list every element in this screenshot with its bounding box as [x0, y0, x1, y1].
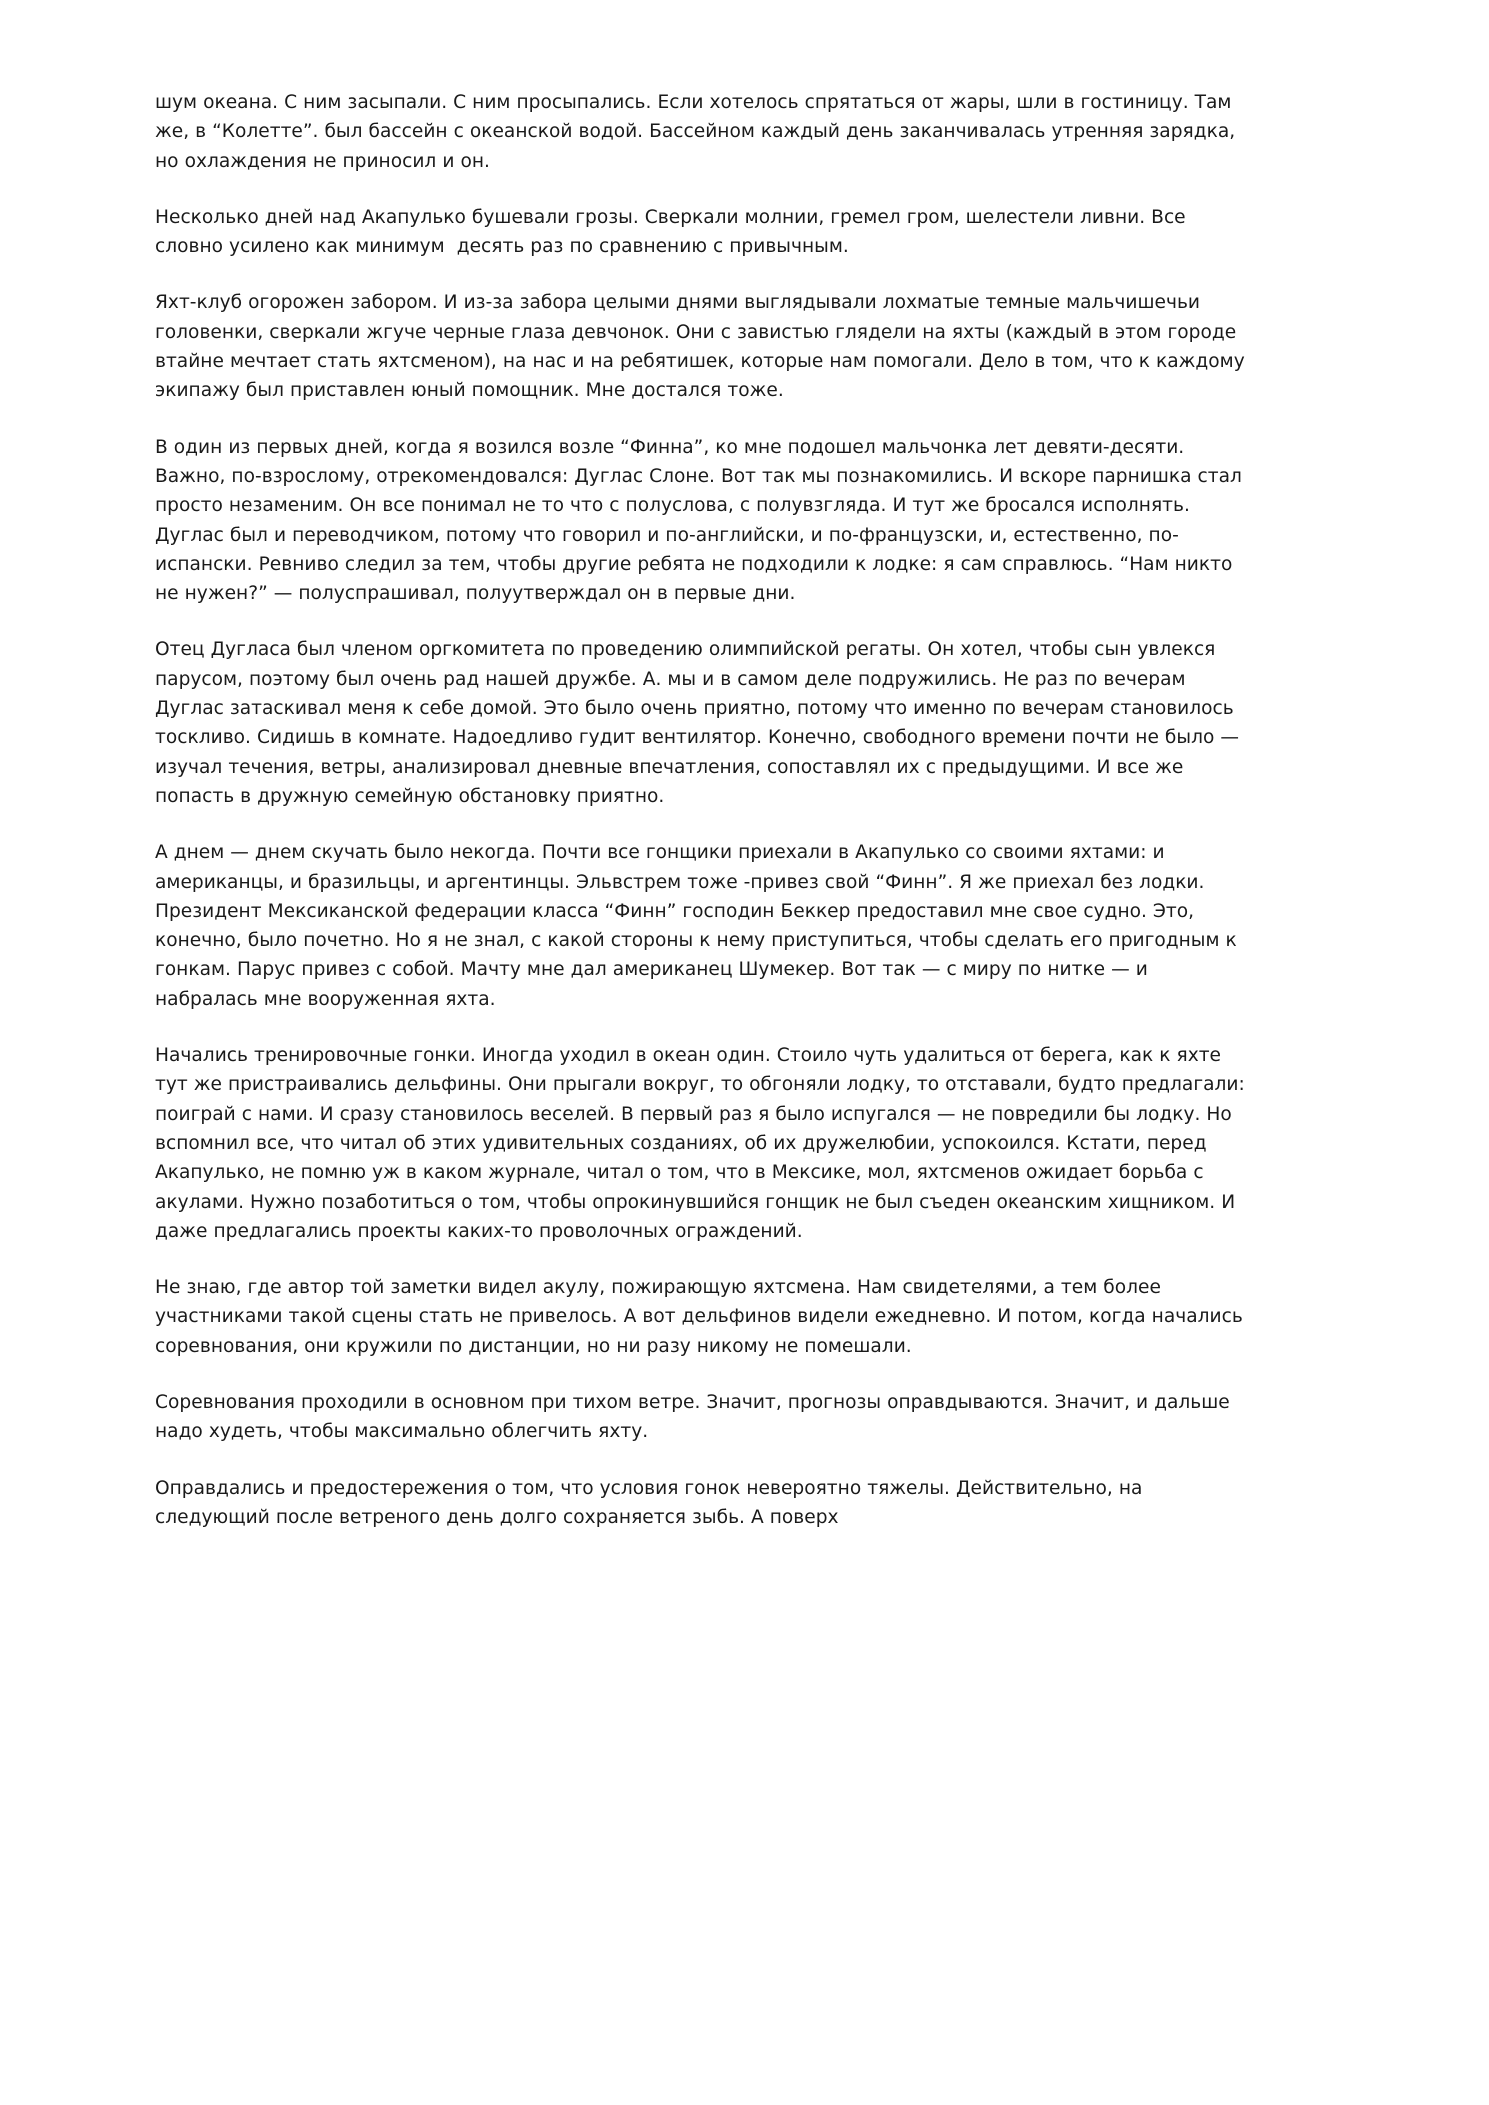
paragraph-1: шум океана. С ним засыпали. С ним просыпались. Если хотелось спрятаться от жары, шли в гостиницу. Там же, в “Колетте”. был бассейн с океанской водой. Бассейном каждый день заканчивалась утренняя зарядка, но охлаждения не приносил и он. [155, 92, 1242, 172]
paragraph-7: Начались тренировочные гонки. Иногда уходил в океан один. Стоило чуть удалиться от берега, как к яхте тут же пристраивались дельфины. Они прыгали вокруг, то обгоняли лодку, то отставали, будто предлагали: поиграй с нами. И сразу становилось веселей. В первый раз я было испугался — не повредили бы лодку. Но вспомнил все, что читал об этих удивительных созданиях, об их дружелюбии, успокоился. Кстати, перед Акапулько, не помню уж в каком журнале, читал о том, что в Мексике, мол, яхтсменов ожидает борьба с акулами. Нужно позаботиться о том, чтобы опрокинувшийся гонщик не был съеден океанским хищником. И даже предлагались проекты каких-то проволочных ограждений. [155, 1045, 1251, 1242]
paragraph-8: Не знаю, где автор той заметки видел акулу, пожирающую яхтсмена. Нам свидетелями, а тем более участниками такой сцены стать не привелось. А вот дельфинов видели ежедневно. И потом, когда начались соревнования, они кружили по дистанции, но ни разу никому не помешали. [155, 1277, 1249, 1357]
paragraph-5: Отец Дугласа был членом оргкомитета по проведению олимпийской регаты. Он хотел, чтобы сын увлекся парусом, поэтому был очень рад нашей дружбе. А. мы и в самом деле подружились. Не раз по вечерам Дуглас затаскивал меня к себе домой. Это было очень приятно, потому что именно по вечерам становилось тоскливо. Сидишь в комнате. Надоедливо гудит вентилятор. Конечно, свободного времени почти не было — изучал течения, ветры, анализировал дневные впечатления, сопоставлял их с предыдущими. И все же попасть в дружную семейную обстановку приятно. [155, 639, 1246, 807]
paragraph-4: В один из первых дней, когда я возился возле “Финна”, ко мне подошел мальчонка лет девяти-десяти. Важно, по-взрослому, отрекомендовался: Дуглас Слоне. Вот так мы познакомились. И вскоре парнишка стал просто незаменим. Он все понимал не то что с полуслова, с полувзгляда. И тут же бросался исполнять. Дуглас был и переводчиком, потому что говорил и по-английски, и по-французски, и, естественно, по-испански. Ревниво следил за тем, чтобы другие ребята не подходили к лодке: я сам справлюсь. “Нам никто не нужен?” — полуспрашивал, полуутверждал он в первые дни. [155, 436, 1248, 605]
paragraph-3: Яхт-клуб огорожен забором. И из-за забора целыми днями выглядывали лохматые темные мальчишечьи головенки, сверкали жгуче черные глаза девчонок. Они с завистью глядели на яхты (каждый в этом городе втайне мечтает стать яхтсменом), на нас и на ребятишек, которые нам помогали. Дело в том, что к каждому экипажу был приставлен юный помощник. Мне достался тоже. [155, 292, 1251, 402]
paragraph-10: Оправдались и предостережения о том, что условия гонок невероятно тяжелы. Действительно, на следующий после ветреного день долго сохраняется зыбь. А поверх [155, 1477, 1149, 1528]
body-text-column [155, 88, 1250, 1532]
paragraph-2: Несколько дней над Акапулько бушевали грозы. Сверкали молнии, гремел гром, шелестели ливни. Все словно усилено как минимум десять раз по сравнению с привычным. [155, 206, 1192, 258]
paragraph-6: А днем — днем скучать было некогда. Почти все гонщики приехали в Акапулько со своими яхтами: и американцы, и бразильцы, и аргентинцы. Эльвстрем тоже -привез свой “Финн”. Я же приехал без лодки. Президент Мексиканской федерации класса “Финн” господин Беккер предоставил мне свое судно. Это, конечно, было почетно. Но я не знал, с какой стороны к нему приступиться, чтобы сделать его пригодным к гонкам. Парус привез с собой. Мачту мне дал американец Шумекер. Вот так — с миру по нитке — и набралась мне вооруженная яхта. [155, 842, 1243, 1010]
paragraph-9: Соревнования проходили в основном при тихом ветре. Значит, прогнозы оправдываются. Значит, и дальше надо худеть, чтобы максимально облегчить яхту. [155, 1391, 1236, 1443]
